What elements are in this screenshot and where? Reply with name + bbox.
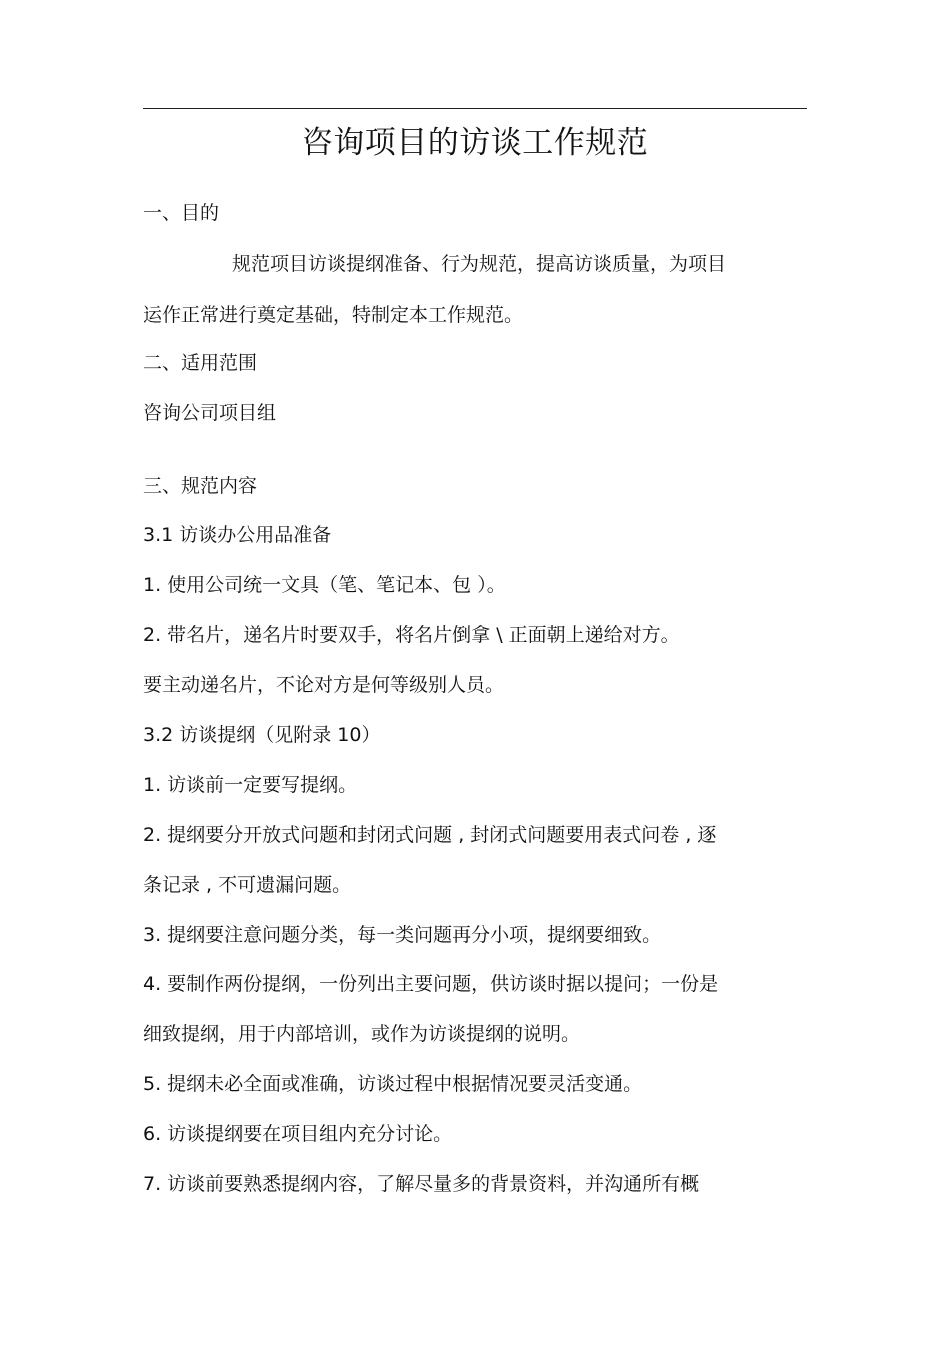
list-item: 4. 要制作两份提纲，一份列出主要问题，供访谈时据以提问；一份是 <box>143 973 719 995</box>
list-item: 5. 提纲未必全面或准确，访谈过程中根据情况要灵活变通。 <box>143 1073 643 1095</box>
paragraph-line: 运作正常进行奠定基础，特制定本工作规范。 <box>143 304 524 326</box>
list-item: 3. 提纲要注意问题分类，每一类问题再分小项，提纲要细致。 <box>143 924 662 946</box>
section-heading-content: 三、规范内容 <box>143 475 258 497</box>
header-rule <box>143 108 807 109</box>
paragraph-line: 细致提纲，用于内部培训，或作为访谈提纲的说明。 <box>143 1023 581 1045</box>
paragraph-line: 条记录 , 不可遗漏问题。 <box>143 874 352 896</box>
list-item: 2. 提纲要分开放式问题和封闭式问题 , 封闭式问题要用表式问卷 , 逐 <box>143 824 717 846</box>
paragraph-line: 规范项目访谈提纲准备、行为规范，提高访谈质量，为项目 <box>232 253 727 275</box>
paragraph-line: 要主动递名片，不论对方是何等级别人员。 <box>143 674 505 696</box>
list-item: 1. 使用公司统一文具（笔、笔记本、包 ）。 <box>143 574 506 596</box>
list-item: 1. 访谈前一定要写提纲。 <box>143 774 358 796</box>
paragraph-line: 咨询公司项目组 <box>143 402 277 424</box>
list-item: 6. 访谈提纲要在项目组内充分讨论。 <box>143 1123 453 1145</box>
list-item: 2. 带名片，递名片时要双手，将名片倒拿 \ 正面朝上递给对方。 <box>143 624 680 646</box>
subsection-heading: 3.1 访谈办公用品准备 <box>143 524 332 546</box>
section-heading-purpose: 一、目的 <box>143 202 220 224</box>
section-heading-scope: 二、适用范围 <box>143 352 258 374</box>
document-title: 咨询项目的访谈工作规范 <box>301 125 649 161</box>
list-item: 7. 访谈前要熟悉提纲内容，了解尽量多的背景资料，并沟通所有概 <box>143 1173 700 1195</box>
subsection-heading: 3.2 访谈提纲（见附录 10） <box>143 724 381 746</box>
